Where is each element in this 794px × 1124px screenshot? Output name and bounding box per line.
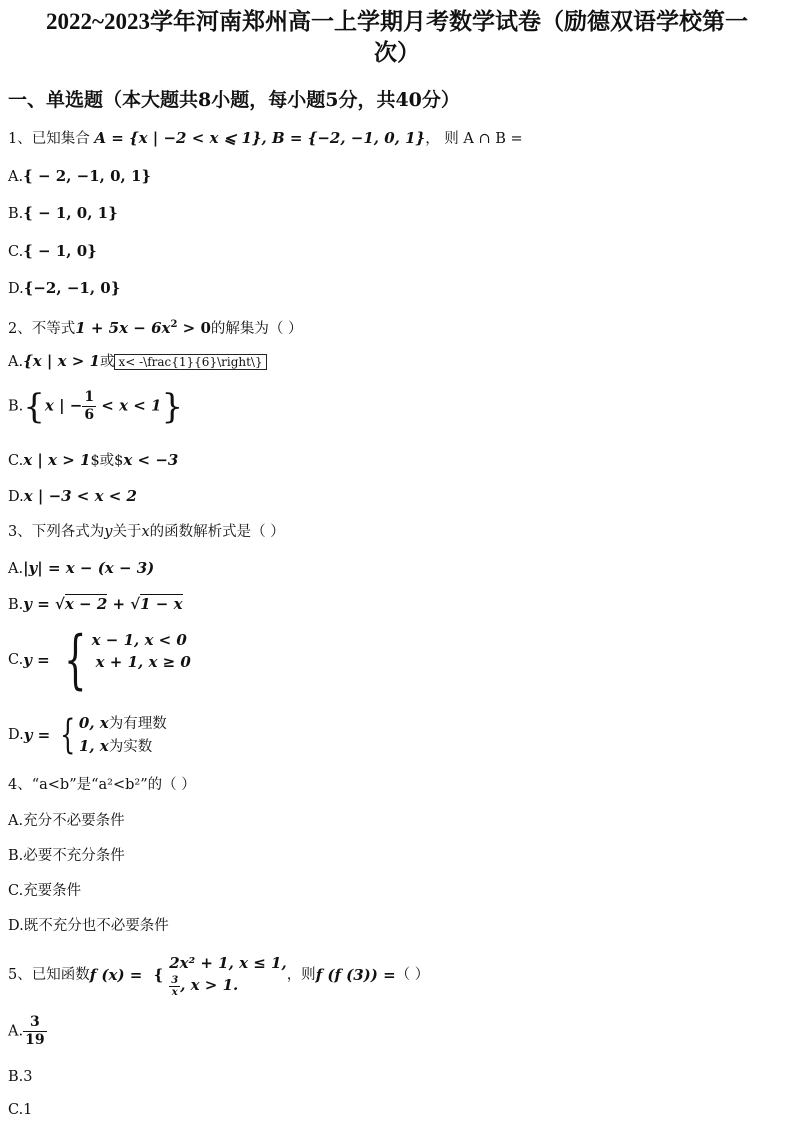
fraction-denominator: 19: [25, 1032, 45, 1048]
option-math: |y| = x − (x − 3): [23, 559, 155, 577]
option-text: 充要条件: [23, 883, 82, 899]
q5-option-b: B.3: [8, 1069, 33, 1085]
q3-stem-c: 的函数解析式是（ ）: [149, 524, 285, 540]
option-text: { − 1, 0}: [23, 242, 97, 260]
fraction-denominator: 6: [84, 407, 95, 423]
plus-sign: +: [107, 595, 131, 613]
option-math-lhs: y =: [23, 726, 56, 744]
q1-suffix: ， 则 A ∩ B =: [425, 131, 523, 147]
option-math: {x | x > 1: [23, 352, 100, 370]
fraction-numerator: 3: [171, 974, 179, 986]
piecewise-cases: [79, 712, 167, 758]
q2-suffix: 的解集为（ ）: [210, 320, 303, 337]
option-label: C.: [8, 652, 24, 668]
option-text: 必要不充分条件: [23, 848, 125, 864]
option-label: D.: [8, 281, 24, 297]
option-label: D.: [8, 489, 24, 505]
option-text: 充分不必要条件: [23, 813, 125, 829]
q3-stem-a: 3、下列各式为: [8, 524, 105, 540]
q3-var-x: x: [141, 524, 150, 540]
option-math-lhs: y =: [23, 651, 55, 669]
q4-option-b: [8, 846, 125, 866]
q1-option-c: [8, 241, 97, 262]
case-text: 为有理数: [108, 716, 167, 732]
option-math-c: x < −3: [123, 451, 179, 469]
option-label: A.: [8, 813, 24, 829]
q3-option-c: [8, 623, 191, 697]
sqrt-icon: √: [130, 595, 141, 613]
case-text: 为实数: [108, 739, 153, 755]
fraction: [23, 1014, 46, 1049]
q1-prefix: 1、已知集合: [8, 131, 95, 147]
sqrt-icon: √: [55, 595, 65, 613]
q5-option-a: [8, 1014, 47, 1049]
fraction-numerator: 3: [23, 1014, 46, 1032]
q1-option-b: [8, 203, 118, 224]
q2-option-a: [8, 351, 267, 372]
option-or: $或$: [90, 453, 124, 469]
q5-option-c: C.1: [8, 1102, 33, 1118]
q5-suffix-math: f (f (3)) =: [315, 965, 396, 984]
option-text: {−2, −1, 0}: [23, 279, 121, 297]
q4-option-d: [8, 916, 169, 936]
case-math: 1, x: [78, 737, 109, 755]
q3-var-y: y: [104, 524, 113, 540]
question-2-stem: [8, 315, 303, 339]
left-brace-icon: {: [64, 623, 87, 697]
q2-prefix: 2、不等式: [8, 320, 76, 337]
option-label: A.: [8, 354, 24, 370]
option-label: D.: [8, 727, 24, 743]
option-label: B.: [8, 848, 24, 864]
q4-option-c: [8, 881, 81, 901]
option-text: { − 2, −1, 0, 1}: [23, 167, 152, 185]
piecewise-cases: [92, 629, 191, 673]
q5-prefix: 5、已知函数: [8, 966, 90, 983]
option-label: C.: [8, 453, 24, 469]
question-1-stem: [8, 128, 523, 149]
q2-option-d: [8, 486, 137, 507]
option-label: D.: [8, 918, 24, 934]
radicand-1: x − 2: [64, 595, 108, 613]
q5-fx: f (x) =: [89, 965, 148, 984]
option-math-a: x | x > 1: [23, 451, 91, 469]
q3-option-a: [8, 558, 154, 579]
option-math: x | −3 < x < 2: [23, 487, 137, 505]
q5-suffix-a: ，则: [286, 966, 316, 983]
left-brace-icon: {: [23, 386, 45, 427]
fraction-numerator: 1: [84, 389, 95, 405]
left-brace-icon: {: [60, 712, 76, 758]
piecewise-cases: [169, 952, 286, 998]
option-label: A.: [8, 1023, 24, 1040]
q4-option-a: [8, 811, 125, 831]
question-3-stem: [8, 522, 285, 542]
option-label: B.: [8, 398, 24, 415]
option-text: 既不充分也不必要条件: [23, 918, 169, 934]
option-label: C.: [8, 244, 24, 260]
q2-option-c: [8, 450, 178, 471]
q1-option-a: [8, 166, 151, 187]
q3-stem-b: 关于: [112, 524, 142, 540]
fraction-denominator: x: [171, 986, 178, 998]
exam-title-line2: 次）: [374, 40, 420, 65]
option-label: B.: [8, 206, 24, 222]
question-4-stem: 4、“a<b”是“a²<b²”的（ ）: [8, 777, 196, 793]
case-row: x − 1, x < 0: [91, 631, 187, 649]
q2-exponent: 2: [170, 319, 178, 330]
fraction: [169, 975, 180, 998]
left-brace-icon: {: [153, 965, 164, 984]
option-label: A.: [8, 561, 24, 577]
q2-math-rest: > 0: [177, 318, 211, 337]
q1-math: A = {x | −2 < x ⩽ 1}, B = {−2, −1, 0, 1}: [94, 129, 426, 147]
option-text: { − 1, 0, 1}: [23, 204, 118, 222]
option-or: 或: [99, 354, 115, 370]
option-label: A.: [8, 169, 24, 185]
q2-math: 1 + 5x − 6x: [75, 318, 171, 337]
question-5-stem: [8, 952, 429, 998]
option-math-left: x | −: [44, 396, 83, 415]
case-row: x + 1, x ≥ 0: [95, 653, 191, 671]
case-row: 2x² + 1, x ≤ 1,: [169, 954, 287, 972]
case-math: 0, x: [78, 714, 109, 732]
q5-suffix-b: （ ）: [395, 966, 430, 983]
q3-option-d: [8, 712, 167, 758]
unrendered-latex-box: x< -\frac{1}{6}\right\}: [114, 354, 266, 370]
case-rest: , x > 1.: [180, 976, 239, 994]
option-label: C.: [8, 883, 24, 899]
option-math-right: < x < 1: [96, 396, 162, 415]
q3-option-b: [8, 594, 183, 615]
fraction: [82, 389, 96, 424]
right-brace-icon: }: [161, 386, 184, 427]
radicand-2: 1 − x: [140, 595, 183, 613]
q1-option-d: [8, 278, 120, 299]
option-math-lhs: y =: [23, 595, 55, 613]
section-heading: 一、单选题（本大题共8小题，每小题5分，共40分）: [8, 89, 460, 111]
option-label: B.: [8, 597, 24, 613]
exam-title-line1: 2022~2023学年河南郑州高一上学期月考数学试卷（励德双语学校第一: [46, 9, 748, 34]
q2-option-b: [8, 386, 184, 427]
